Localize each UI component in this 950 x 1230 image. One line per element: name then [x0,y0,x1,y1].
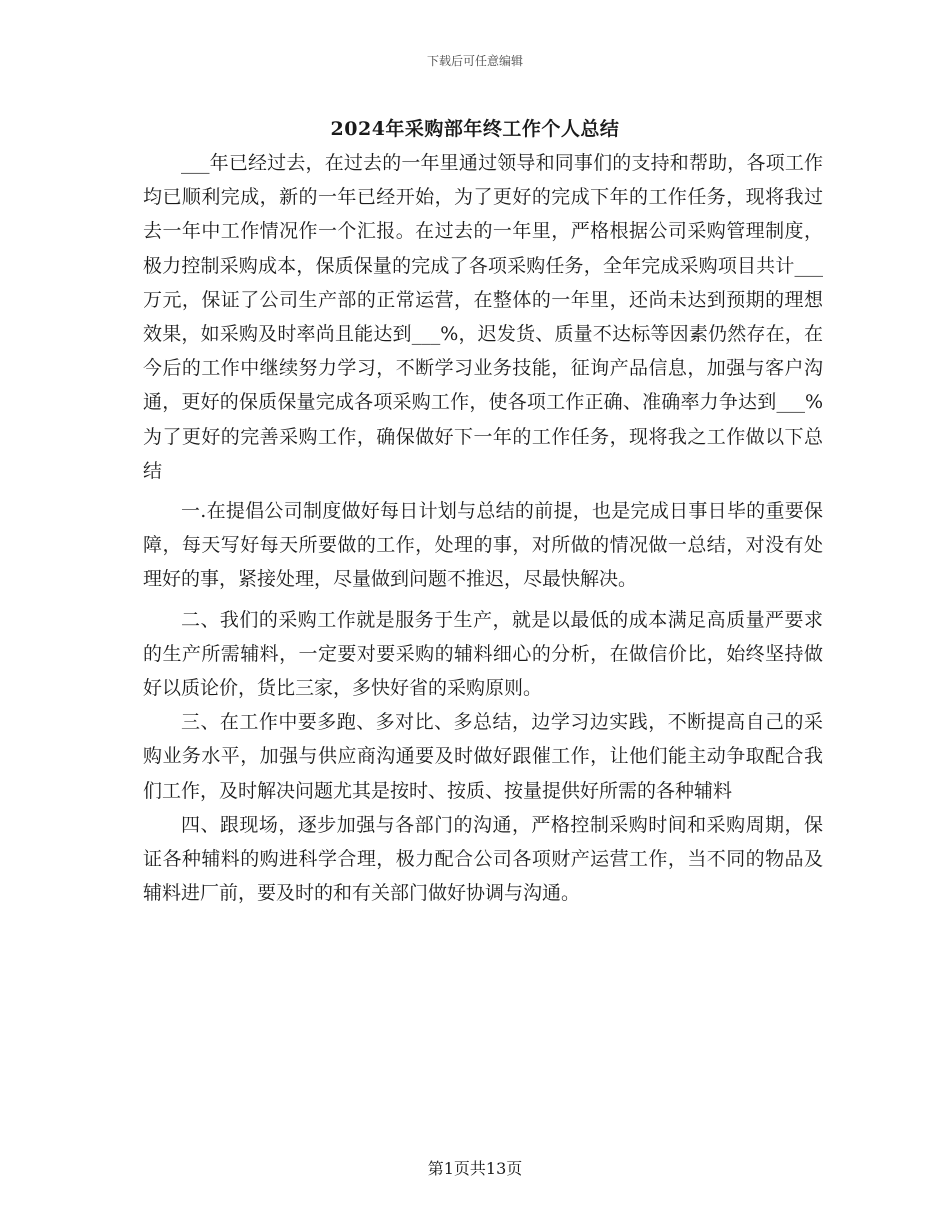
header-note: 下载后可任意编辑 [426,54,523,68]
page-number: 第1页共13页 [427,1159,523,1178]
paragraph-item-1: 一.在提倡公司制度做好每日计划与总结的前提，也是完成日事日毕的重要保障，每天写好每天所要做的工作，处理的事，对所做的情况做一总结，对没有处理好的事，紧接处理，尽量做到问题不推迟，尽最快解决。 [143,500,823,591]
paragraph-item-2: 二、我们的采购工作就是服务于生产，就是以最低的成本满足高质量严要求的生产所需辅料，一定要对要采购的辅料细心的分析，在做信价比，始终坚持做好以质论价，货比三家，多快好省的采购原则。 [143,608,823,700]
document-body [143,146,823,910]
document-title: 2024年采购部年终工作个人总结 [330,118,620,140]
paragraph-intro: ___年已经过去，在过去的一年里通过领导和同事们的支持和帮助，各项工作均已顺利完成，新的一年已经开始，为了更好的完成下年的工作任务，现将我过去一年中工作情况作一个汇报。在过去的一年里，严格根据公司采购管理制度，极力控制采购成本，保质保量的完成了各项采购任务，全年完成采购项目共计___万元，保证了公司生产部的正常运营，在整体的一年里，还尚未达到预期的理想效果，如采购及时率尚且能达到___%，迟发货、质量不达标等因素仍然存在，在今后的工作中继续努力学习，不断学习业务技能，征询产品信息，加强与客户沟通，更好的保质保量完成各项采购工作，使各项工作正确、准确率力争达到___%为了更好的完善采购工作，确保做好下一年的工作任务，现将我之工作做以下总结 [143,152,823,482]
paragraph-item-3: 三、在工作中要多跑、多对比、多总结，边学习边实践，不断提高自己的采购业务水平，加强与供应商沟通要及时做好跟催工作，让他们能主动争取配合我们工作，及时解决问题尤其是按时、按质、按量提供好所需的各种辅料 [143,711,823,802]
paragraph-item-4: 四、跟现场，逐步加强与各部门的沟通，严格控制采购时间和采购周期，保证各种辅料的购进科学合理，极力配合公司各项财产运营工作，当不同的物品及辅料进厂前，要及时的和有关部门做好协调与沟通。 [143,813,823,905]
